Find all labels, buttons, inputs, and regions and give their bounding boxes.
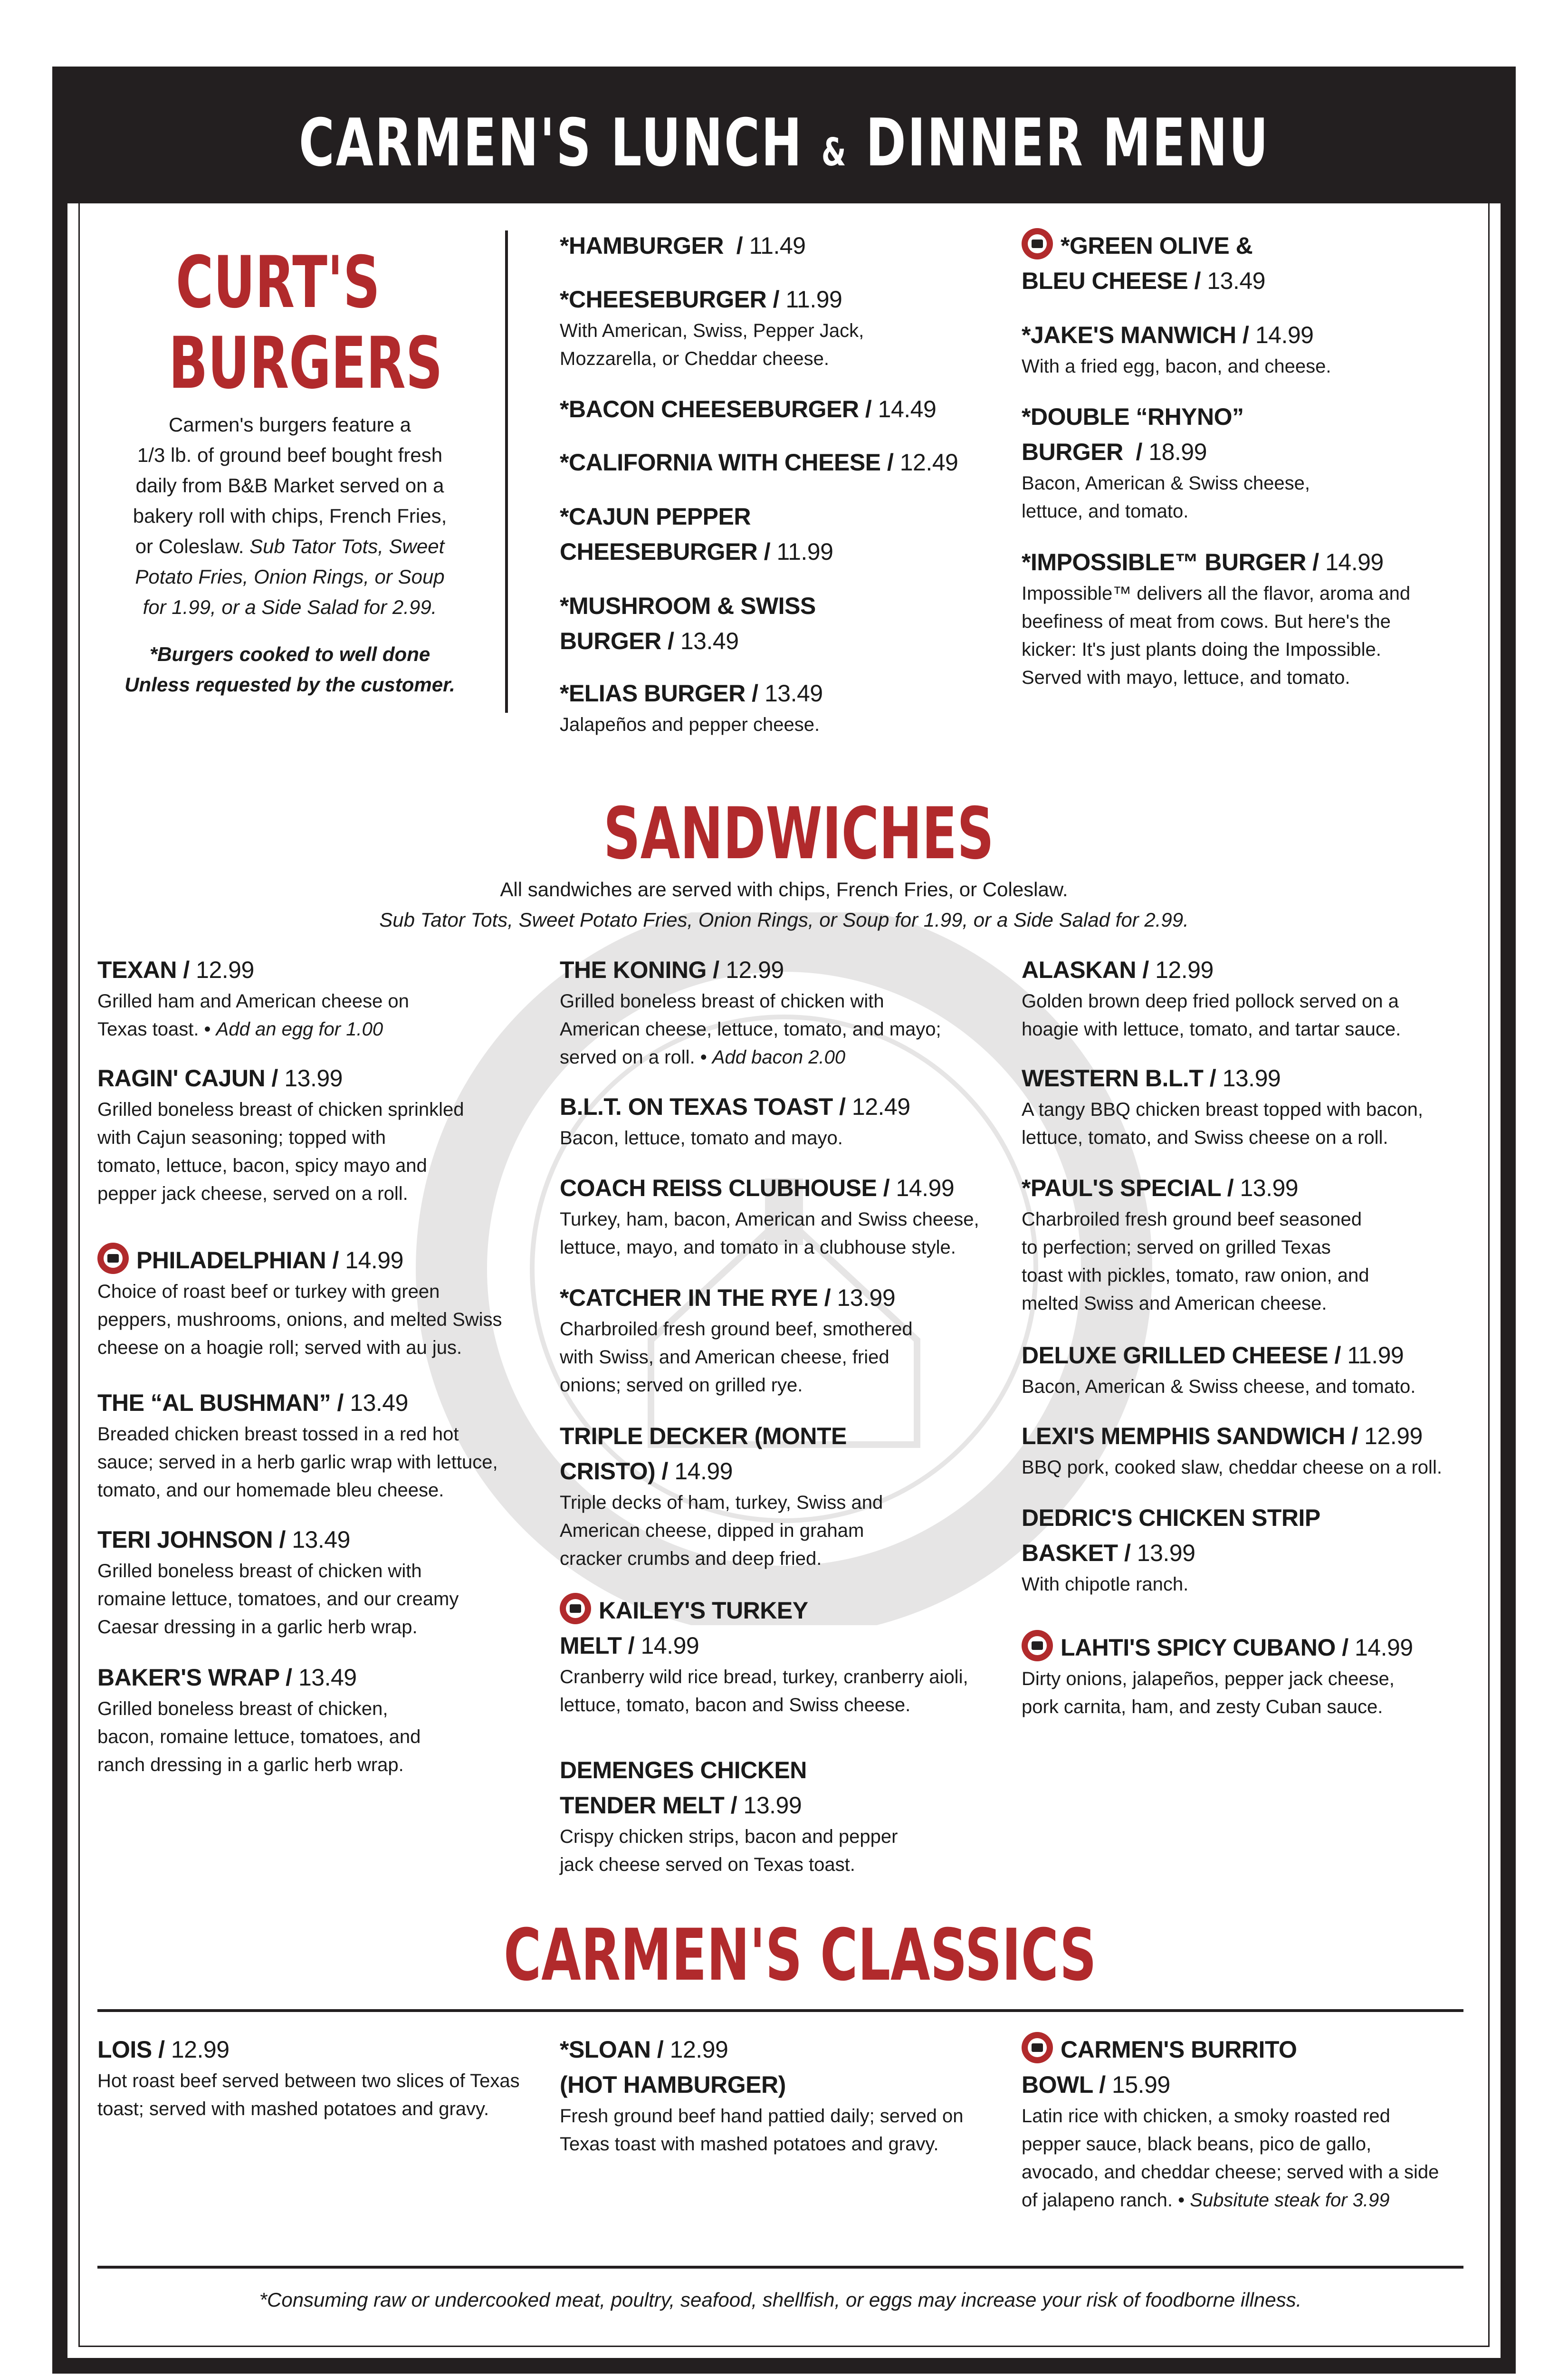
- classics-section-title: CARMEN'S CLASSICS: [504, 1914, 1097, 1997]
- burgers-note: *Burgers cooked to well done Unless requested by the customer.: [124, 643, 455, 696]
- menu-item: PHILADELPHIAN / 14.99 Choice of roast beef or turkey with green peppers, mushrooms, onions, and melted Swiss cheese on a hoagie roll; served with au jus.: [97, 1243, 525, 1362]
- menu-item: RAGIN' CAJUN / 13.99 Grilled boneless breast of chicken sprinkled with Cajun seasoning; topped with tomato, lettuce, bacon, spicy mayo and pepper jack cheese, served on a roll.: [97, 1065, 464, 1204]
- menu-item: WESTERN B.L.T / 13.99 A tangy BBQ chicken breast topped with bacon, lettuce, tomato, and Swiss cheese on a roll.: [1022, 1065, 1423, 1148]
- menu-item: B.L.T. ON TEXAS TOAST / 12.49 Bacon, lettuce, tomato and mayo.: [560, 1093, 910, 1149]
- menu-item: *PAUL'S SPECIAL / 13.99 Charbroiled fresh ground beef seasoned to perfection; served on grilled Texas toast with pickles, tomato, raw onion, and melted Swiss and American cheese.: [1022, 1175, 1369, 1314]
- sandwiches-intro: All sandwiches are served with chips, French Fries, or Coleslaw. Sub Tator Tots, Sweet Potato Fries, Onion Rings, or Soup for 1.99, or a Side Salad for 2.99.: [379, 878, 1189, 931]
- burgers-divider: [505, 230, 508, 713]
- burgers-intro: Carmen's burgers feature a 1/3 lb. of ground beef bought fresh daily from B&B Market served on a bakery roll with chips, French Fries, or Coleslaw. Sub Tator Tots, Sweet Potato Fries, Onion Rings, or Soup for 1.99, or a Side Salad for 2.99.: [133, 413, 447, 618]
- sandwiches-section-title: SANDWICHES: [603, 793, 994, 875]
- menu-item: ALASKAN / 12.99 Golden brown deep fried pollock served on a hoagie with lettuce, tomato, and tartar sauce.: [1022, 957, 1401, 1040]
- menu-item: *BACON CHEESEBURGER / 14.49: [560, 396, 937, 422]
- carmens-logo-icon: [1022, 1630, 1053, 1661]
- menu-item: COACH REISS CLUBHOUSE / 14.99 Turkey, ham, bacon, American and Swiss cheese, lettuce, mayo, and tomato in a clubhouse style.: [560, 1175, 979, 1258]
- menu-item: *IMPOSSIBLE™ BURGER / 14.99 Impossible™ delivers all the flavor, aroma and beefiness of meat from cows. But here's the kicker: It's just plants doing the Impossible. Served with mayo, lettuce, and tomato.: [1022, 549, 1411, 688]
- carmens-logo-icon: [1022, 228, 1053, 259]
- carmens-logo-icon: [97, 1243, 129, 1274]
- menu-item: *JAKE'S MANWICH / 14.99 With a fried egg, bacon, and cheese.: [1022, 322, 1331, 377]
- menu-item: TEXAN / 12.99 Grilled ham and American cheese on Texas toast. • Add an egg for 1.00: [97, 957, 409, 1040]
- menu-item: TRIPLE DECKER (MONTE CRISTO) / 14.99 Triple decks of ham, turkey, Swiss and American cheese, dipped in graham cracker crumbs and deep fried.: [560, 1423, 883, 1569]
- foodborne-disclaimer: *Consuming raw or undercooked meat, poultry, seafood, shellfish, or eggs may increase your risk of foodborne illness.: [259, 2289, 1302, 2311]
- menu-item: DELUXE GRILLED CHEESE / 11.99 Bacon, American & Swiss cheese, and tomato.: [1022, 1342, 1416, 1397]
- menu-title: CARMEN'S LUNCH & DINNER MENU: [298, 104, 1270, 181]
- carmens-logo-icon: [560, 1593, 591, 1624]
- menu-item: *CATCHER IN THE RYE / 13.99 Charbroiled fresh ground beef, smothered with Swiss, and American cheese, fried onions; served on grilled rye.: [560, 1284, 913, 1396]
- menu-item: LAHTI'S SPICY CUBANO / 14.99 Dirty onions, jalapeños, pepper jack cheese, pork carnita, ham, and zesty Cuban sauce.: [1022, 1630, 1478, 1721]
- menu-item: *CALIFORNIA WITH CHEESE / 12.49: [560, 449, 958, 476]
- menu-item: *DOUBLE “RHYNO” BURGER / 18.99 Bacon, American & Swiss cheese, lettuce, and tomato.: [1022, 403, 1310, 522]
- menu-item: DEDRIC'S CHICKEN STRIP BASKET / 13.99 With chipotle ranch.: [1022, 1504, 1320, 1595]
- menu-item: *SLOAN / 12.99 (HOT HAMBURGER) Fresh ground beef hand pattied daily; served on Texas toast with mashed potatoes and gravy.: [560, 2036, 964, 2155]
- menu-item: THE “AL BUSHMAN” / 13.49 Breaded chicken breast tossed in a red hot sauce; served in a herb garlic wrap with lettuce, tomato, and our homemade bleu cheese.: [97, 1389, 498, 1501]
- menu-item: DEMENGES CHICKEN TENDER MELT / 13.99 Crispy chicken strips, bacon and pepper jack cheese served on Texas toast.: [560, 1757, 898, 1875]
- menu-item: *CHEESEBURGER / 11.99 With American, Swiss, Pepper Jack, Mozzarella, or Cheddar cheese.: [560, 286, 864, 369]
- menu-item: *GREEN OLIVE & BLEU CHEESE / 13.49: [1022, 228, 1449, 298]
- menu-item: THE KONING / 12.99 Grilled boneless breast of chicken with American cheese, lettuce, tomato, and mayo; served on a roll. • Add bacon 2.00: [560, 957, 941, 1068]
- menu-item: CARMEN'S BURRITO BOWL / 15.99 Latin rice with chicken, a smoky roasted red pepper sauce, black beans, pico de gallo, avocado, and cheddar cheese; served with a side of jalapeno ranch. • Subsitute steak for 3.99: [1022, 2032, 1478, 2214]
- classics-top-rule: [97, 2009, 1463, 2012]
- menu-item: *CAJUN PEPPER CHEESEBURGER / 11.99: [560, 503, 833, 565]
- menu-item: LEXI'S MEMPHIS SANDWICH / 12.99 BBQ pork, cooked slaw, cheddar cheese on a roll.: [1022, 1423, 1442, 1478]
- menu-item: LOIS / 12.99 Hot roast beef served between two slices of Texas toast; served with mashed potatoes and gravy.: [97, 2036, 520, 2119]
- menu-item: TERI JOHNSON / 13.49 Grilled boneless breast of chicken with romaine lettuce, tomatoes, and our creamy Caesar dressing in a garlic herb wrap.: [97, 1526, 459, 1638]
- burgers-section-title-2: BURGERS: [169, 322, 443, 405]
- menu-item: *MUSHROOM & SWISS BURGER / 13.49: [560, 593, 816, 654]
- menu-item: BAKER'S WRAP / 13.49 Grilled boneless breast of chicken, bacon, romaine lettuce, tomatoes, and ranch dressing in a garlic herb wrap.: [97, 1664, 421, 1775]
- menu-item: KAILEY'S TURKEY MELT / 14.99 Cranberry wild rice bread, turkey, cranberry aioli, lettuce, tomato, bacon and Swiss cheese.: [560, 1593, 987, 1719]
- burgers-section-title: CURT'S: [176, 241, 380, 324]
- menu-item: *HAMBURGER / 11.49: [560, 232, 806, 259]
- footer-rule: [97, 2266, 1463, 2269]
- menu-item: *ELIAS BURGER / 13.49 Jalapeños and pepper cheese.: [560, 680, 823, 735]
- menu-header: [67, 82, 1501, 203]
- carmens-logo-icon: [1022, 2032, 1053, 2063]
